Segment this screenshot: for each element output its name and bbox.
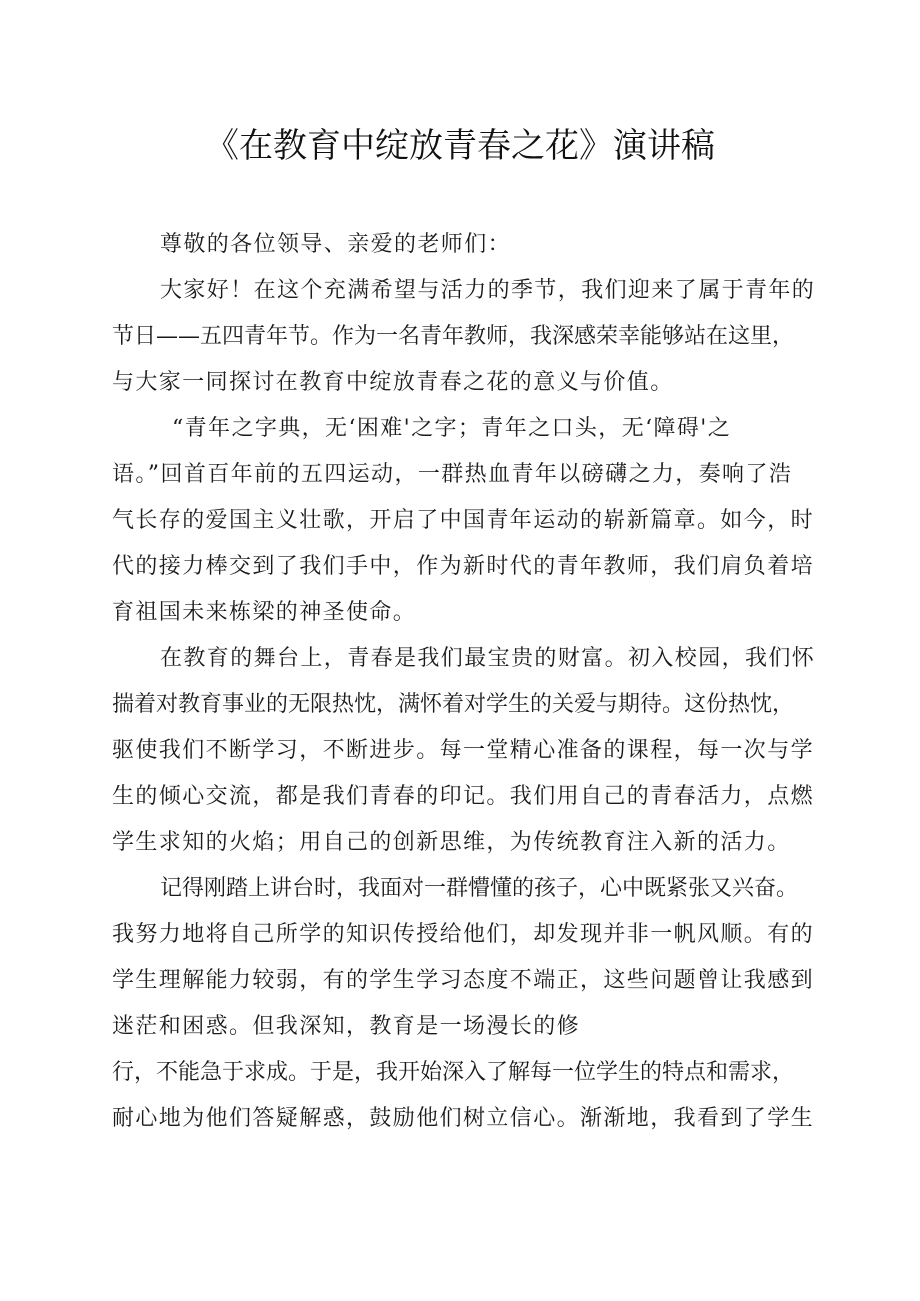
- text-line: 我努力地将自己所学的知识传授给他们，却发现并非一帆风顺。有的: [112, 922, 815, 947]
- text-line: 代的接力棒交到了我们手中，作为新时代的青年教师，我们肩负着培: [112, 554, 815, 579]
- text-line: 学生求知的火焰；用自己的创新思维，为传统教育注入新的活力。: [112, 830, 791, 855]
- text-line: 大家好！在这个充满希望与活力的季节，我们迎来了属于青年的: [160, 278, 816, 303]
- quote-line: “青年之字典，无‘困难'之字；青年之口头，无‘障碍'之: [172, 416, 732, 441]
- text-line: 在教育的舞台上，青春是我们最宝贵的财富。初入校园，我们怀: [160, 646, 816, 671]
- text-line: 驱使我们不断学习，不断进步。每一堂精心准备的课程，每一次与学: [112, 738, 815, 763]
- text-line: 耐心地为他们答疑解惑，鼓励他们树立信心。渐渐地，我看到了学生: [112, 1106, 815, 1131]
- text-line: 生的倾心交流，都是我们青春的印记。我们用自己的青春活力，点燃: [112, 784, 815, 809]
- text-line: 行，不能急于求成。于是，我开始深入了解每一位学生的特点和需求，: [112, 1060, 795, 1085]
- text-line: 学生理解能力较弱，有的学生学习态度不端正，这些问题曾让我感到: [112, 968, 815, 993]
- text-line: 揣着对教育事业的无限热忱，满怀着对学生的关爱与期待。这份热忱，: [112, 692, 795, 717]
- text-line: 节日——五四青年节。作为一名青年教师，我深感荣幸能够站在这里，: [112, 324, 795, 349]
- text-line: 迷茫和困惑。但我深知，教育是一场漫长的修: [112, 1014, 581, 1039]
- text-line: 语。”回首百年前的五四运动，一群热血青年以磅礴之力，奏响了浩: [112, 462, 793, 487]
- text-line: 记得刚踏上讲台时，我面对一群懵懂的孩子，心中既紧张又兴奋。: [160, 876, 799, 901]
- speech-body: [112, 222, 816, 1142]
- text-line: 与大家一同探讨在教育中绽放青春之花的意义与价值。: [112, 370, 674, 395]
- salutation-line: 尊敬的各位领导、亲爱的老师们：: [160, 232, 512, 257]
- document-title: 《在教育中绽放青春之花》演讲稿: [205, 126, 715, 166]
- text-line: 育祖国未来栋梁的神圣使命。: [112, 600, 417, 625]
- text-line: 气长存的爱国主义壮歌，开启了中国青年运动的崭新篇章。如今，时: [112, 508, 815, 533]
